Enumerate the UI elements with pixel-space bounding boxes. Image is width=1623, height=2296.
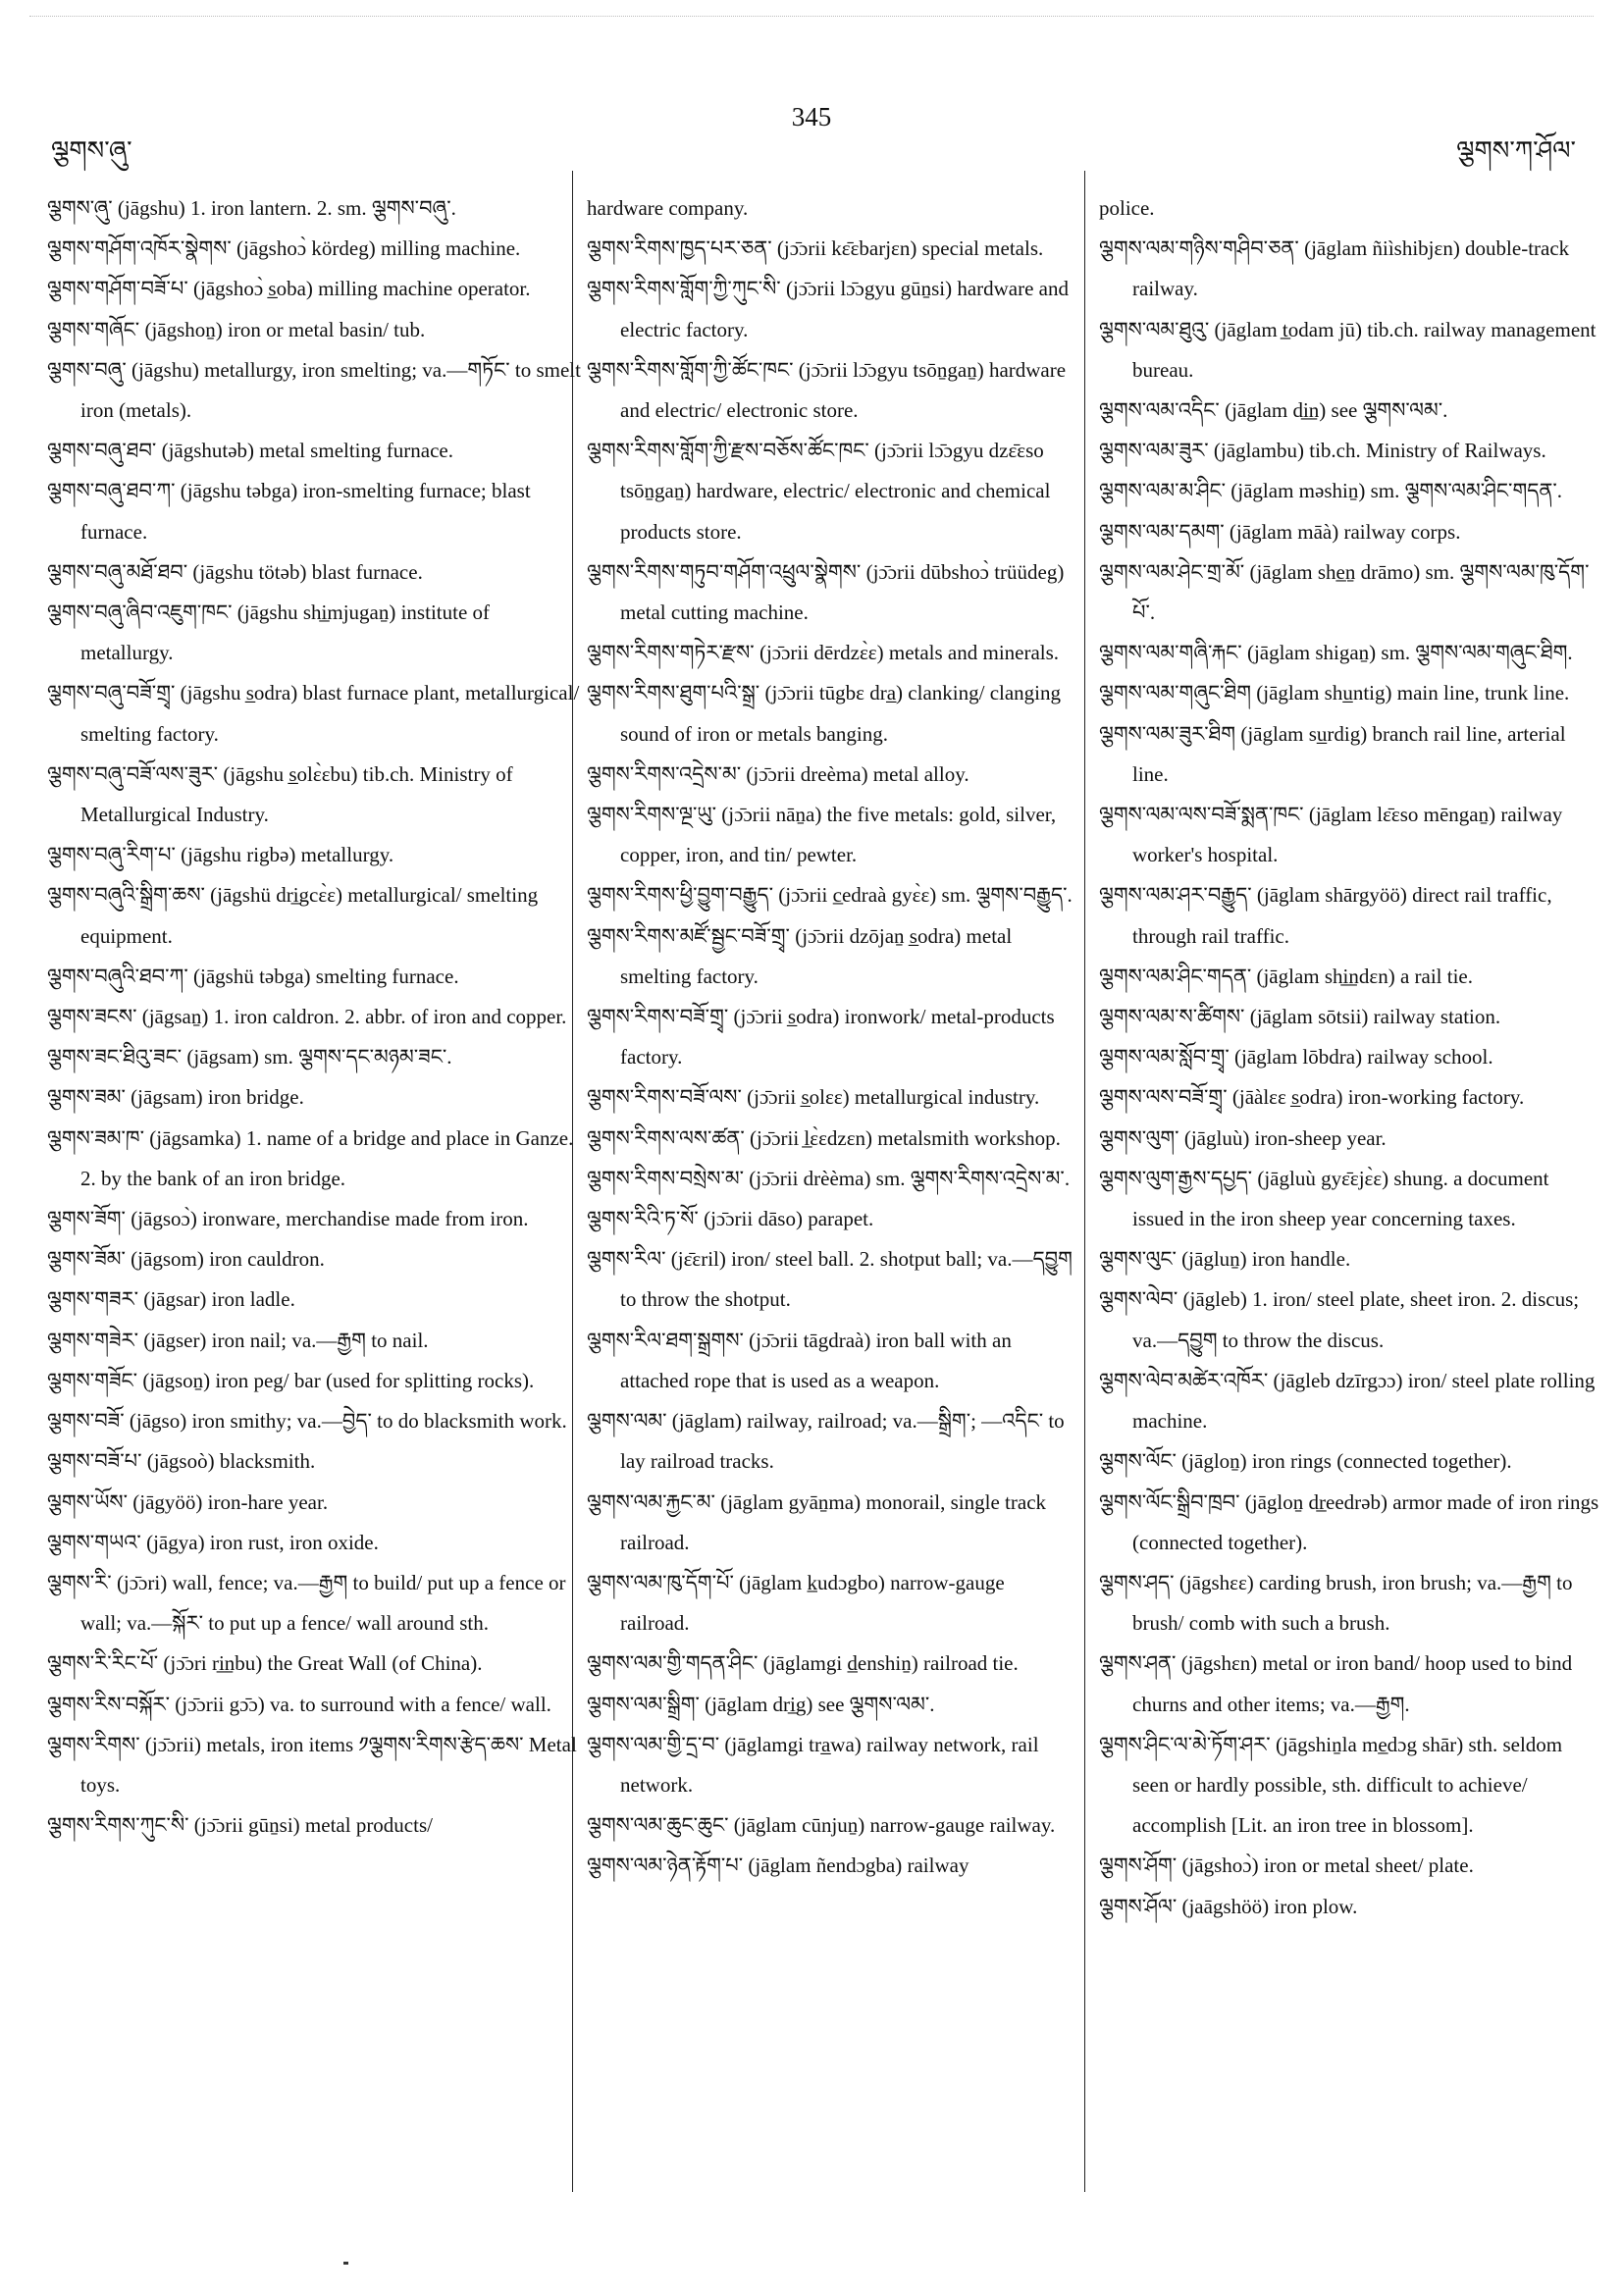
dictionary-entry: ལྕགས་རིགས་ཕྱི་བྱུག་བརྒྱུད་ (jɔ̄ɔrii c̲edraà gyɛ̀ɛ) sm. ལྕགས་བརྒྱུད་.	[587, 883, 1073, 908]
dictionary-entry: ལྕགས་རིགས་ལས་ཚན་ (jɔ̄ɔrii l̲ɛ̀ɛdzɛn) metalsmith workshop.	[587, 1125, 1061, 1150]
dictionary-entry: ལྕགས་ལམ་ལས་བཟོ་སྨན་ཁང་ (jāglam lɛ̄ɛso mēngaṉ) railway worker's hospital.	[1099, 803, 1563, 867]
dictionary-entry: ལྕགས་རིས་བསྐོར་ (jɔ̄ɔrii gɔ̄ɔ) va. to surround with a fence/ wall.	[47, 1692, 551, 1716]
dictionary-entry: ལྕགས་བཞུ་ཐབ་ (jāgshutəb) metal smelting furnace.	[47, 439, 453, 463]
dictionary-entry: ལྕགས་རིགས་གཏེར་རྫས་ (jɔ̄ɔrii dērdzɛ̀ɛ) metals and minerals.	[587, 641, 1060, 665]
dictionary-column-1	[47, 188, 585, 1846]
dictionary-entry: ལྕགས་ཤད་ (jāgshɛɛ) carding brush, iron brush; va.—རྒྱག to brush/ comb with such a brush.	[1099, 1570, 1573, 1636]
dictionary-entry: ལྕགས་རིགས་ལྔ་ཡུ་ (jɔ̄ɔrii nāṉa) the five metals: gold, silver, copper, iron, and tin/ pewter.	[587, 803, 1057, 867]
column-divider-2	[1084, 171, 1085, 2192]
dictionary-entry: ལྕགས་གཟེར་ (jāgser) iron nail; va.—རྒྱག to nail.	[47, 1328, 429, 1352]
dictionary-entry: ལྕགས་བཞུ་བཟོ་ལས་ཟུར་ (jāgshu s̲olɛ̀ɛbu) tib.ch. Ministry of Metallurgical Industry.	[47, 761, 513, 827]
dictionary-entry: ལྕགས་བཞུ་ཞིབ་འཇུག་ཁང་ (jāgshu shi̲mjugaṉ) institute of metallurgy.	[47, 600, 491, 665]
dictionary-entry: ལྕགས་རིགས་ (jɔ̄ɔrii) metals, iron items ༡ལྕགས་རིགས་རྩེད་ཆས་ Metal toys.	[47, 1732, 577, 1797]
dictionary-entry: ལྕགས་ལམ་སློབ་གྲྭ་ (jāglam lōbdra) railway school.	[1099, 1045, 1493, 1070]
dictionary-entry: ལྕགས་རི་ (jɔ̄ɔri) wall, fence; va.—རྒྱག to build/ put up a fence or wall; va.—སྐོར་ to put up a fence/ wall around sth.	[47, 1570, 566, 1636]
dictionary-entry: ལྕགས་བཟོ་པ་ (jāgsoò) blacksmith.	[47, 1449, 316, 1474]
dictionary-entry: ལྕགས་ལོང་ (jāgloṉ) iron rings (connected together).	[1099, 1449, 1512, 1474]
dictionary-entry: ལྕགས་ལམ་ཁུ་དོག་པོ་ (jāglam k̲udɔgbo) narrow-gauge railroad.	[587, 1570, 1005, 1636]
dictionary-entry: ལྕགས་ལུང་ (jāgluṉ) iron handle.	[1099, 1247, 1351, 1272]
dictionary-entry: ལྕགས་རིགས་བཟོ་ལས་ (jɔ̄ɔrii s̲olɛɛ) metallurgical industry.	[587, 1085, 1040, 1110]
dictionary-entry: ལྕགས་ལམ་ཐུའུ་ (jāglam t̲odam jū) tib.ch. railway management bureau.	[1099, 317, 1597, 382]
dictionary-entry: ལྕགས་ལས་བཟོ་གྲྭ་ (jāàlɛɛ s̲odra) iron-working factory.	[1099, 1085, 1525, 1110]
dictionary-entry: ལྕགས་ལམ་ཆུང་ཆུང་ (jāglam cūnjuṉ) narrow-gauge railway.	[587, 1813, 1056, 1838]
dictionary-entry: ལྕགས་ཟམ་ (jāgsam) iron bridge.	[47, 1085, 304, 1110]
dictionary-entry: ལྕགས་ལམ་ཤིང་གདན་ (jāglam shi̲ṉdɛn) a rail tie.	[1099, 964, 1473, 988]
dictionary-entry: ལྕགས་ལམ་ས་ཚིགས་ (jāglam sōtsii) railway station.	[1099, 1005, 1501, 1029]
dictionary-entry: ལྕགས་རིགས་ཐུག་པའི་སྒྲ་ (jɔ̄ɔrii tūgbɛ dra̲) clanking/ clanging sound of iron or metals banging.	[587, 681, 1062, 746]
dictionary-entry: ལྕགས་གཟར་ (jāgsar) iron ladle.	[47, 1287, 295, 1312]
dictionary-entry: ལྕགས་ཤོལ་ (jaāgshöö) iron plow.	[1099, 1894, 1358, 1918]
dictionary-entry: ལྕགས་བཟོ་ (jāgso) iron smithy; va.—བྱེད་ to do blacksmith work.	[47, 1409, 567, 1434]
right-guide-word: ལྕགས་ཀ་ཤོལ་	[1456, 136, 1576, 165]
dictionary-entry: ལྕགས་རིགས་ཁྱད་པར་ཅན་ (jɔ̄ɔrii kɛ̄ɛbarjɛn) special metals.	[587, 236, 1044, 261]
dictionary-entry: ལྕགས་ཤན་ (jāgshɛn) metal or iron band/ hoop used to bind churns and other items; va.—རྒྱག.	[1099, 1651, 1573, 1716]
dictionary-entry: ལྕགས་ཟང་ཐིའུ་ཟང་ (jāgsam) sm. ལྕགས་དང་མཉམ་ཟང་.	[47, 1045, 452, 1070]
dictionary-entry: ལྕགས་ཤོག་ (jāgshoɔ̀) iron or metal sheet/ plate.	[1099, 1853, 1474, 1878]
dictionary-entry: ལྕགས་བཞུ་མཐོ་ཐབ་ (jāgshu tötəb) blast furnace.	[47, 559, 423, 584]
left-guide-word: ལྕགས་ཞུ་	[51, 136, 132, 165]
top-edge-rule	[29, 16, 1594, 17]
dictionary-entry: ལྕགས་བཞུ་བཟོ་གྲྭ་ (jāgshu s̲odra) blast furnace plant, metallurgical/ smelting factory.	[47, 681, 580, 746]
dictionary-entry: ལྕགས་གཤོག་འཁོར་སྣེགས་ (jāgshoɔ̀ kördeg) milling machine.	[47, 236, 521, 261]
dictionary-entry: ལྕགས་ལམ་གྱི་དྲ་བ་ (jāglamgi tra̲wa) railway network, rail network.	[587, 1732, 1039, 1797]
dictionary-entry: ལྕགས་ཟོག་ (jāgsoɔ̀) ironware, merchandise made from iron.	[47, 1207, 529, 1231]
dictionary-entry: ལྕགས་རིགས་གློག་ཀྱི་ཀུང་སི་ (jɔ̄ɔrii lɔ̄ɔgyu gūṉsi) hardware and electric factory.	[587, 277, 1070, 341]
dictionary-entry: ལྕགས་ལམ་སྒྲིག་ (jāglam dri̲g) see ལྕགས་ལམ་.	[587, 1692, 935, 1716]
dictionary-entry: ལྕགས་ལམ་འདིང་ (jāglam di̲ṉ) see ལྕགས་ལམ་.	[1099, 398, 1448, 423]
dictionary-entry: ལྕགས་རིགས་འདྲེས་མ་ (jɔ̄ɔrii dreèma) metal alloy.	[587, 761, 969, 786]
dictionary-entry: ལྕགས་ལམ་རྐྱང་མ་ (jāglam gyāṉma) monorail, single track railroad.	[587, 1489, 1047, 1554]
dictionary-entry: ལྕགས་ལམ་ཉེན་རྟོག་པ་ (jāglam ñendɔgba) railway	[587, 1853, 969, 1878]
dictionary-entry: ལྕགས་གཡའ་ (jāgya) iron rust, iron oxide.	[47, 1530, 379, 1554]
dictionary-entry: ལྕགས་གཤོག་བཟོ་པ་ (jāgshoɔ̀ s̲oba) milling machine operator.	[47, 277, 531, 301]
dictionary-entry: ལྕགས་ལམ་གཉིས་གཤིབ་ཅན་ (jāglam ñiìshibjɛn) double-track railway.	[1099, 236, 1570, 301]
dictionary-entry: ལྕགས་བཞུའི་ཐབ་ཀ་ (jāgshü təbga) smelting furnace.	[47, 964, 459, 988]
dictionary-entry: ལྕགས་བཞུའི་སྒྲིག་ཆས་ (jāgshü dri̲gcɛ̀ɛ) metallurgical/ smelting equipment.	[47, 883, 539, 948]
dictionary-column-3	[1099, 188, 1599, 1927]
dictionary-entry: ལྕགས་རི་རིང་པོ་ (jɔ̄ɔri ri̲ṉbu) the Great Wall (of China).	[47, 1651, 483, 1676]
dictionary-entry: ལྕགས་གཞོང་ (jāgshoṉ) iron or metal basin/ tub.	[47, 317, 426, 341]
dictionary-entry: ལྕགས་ལམ་གཞི་རྐང་ (jāglam shigaṉ) sm. ལྕགས་ལམ་གཞུང་ཐིག.	[1099, 641, 1573, 665]
dictionary-entry: ལྕགས་ཡོས་ (jāgyöö) iron-hare year.	[47, 1489, 329, 1514]
dictionary-entry: ལྕགས་ལེབ་ (jāgleb) 1. iron/ steel plate, sheet iron. 2. discus; va.—དབྱུག to throw the discus.	[1099, 1287, 1580, 1352]
dictionary-entry: ལྕགས་ལེབ་མཚེར་འཁོར་ (jāgleb dzīrgɔɔ) iron/ steel plate rolling machine.	[1099, 1368, 1596, 1434]
stray-ink-mark	[343, 2262, 348, 2265]
dictionary-entry: ལྕགས་ལམ་གྱི་གདན་ཤིང་ (jāglamgi d̲enshiṉ) railroad tie.	[587, 1651, 1019, 1676]
dictionary-entry: ལྕགས་ཟོམ་ (jāgsom) iron cauldron.	[47, 1247, 325, 1272]
page-number: 345	[791, 102, 832, 131]
dictionary-column-2	[587, 188, 1077, 1887]
dictionary-entry: ལྕགས་ཟངས་ (jāgsaṉ) 1. iron caldron. 2. abbr. of iron and copper.	[47, 1005, 567, 1029]
dictionary-entry: ལྕགས་ལམ་དམག་ (jāglam māà) railway corps.	[1099, 519, 1461, 544]
dictionary-entry: ལྕགས་ལམ་ཤར་བརྒྱུད་ (jāglam shārgyöö) direct rail traffic, through rail traffic.	[1099, 883, 1552, 948]
dictionary-entry: ལྕགས་ཟམ་ཁ་ (jāgsamka) 1. name of a bridge and place in Ganze. 2. by the bank of an iron bridge.	[47, 1125, 574, 1190]
dictionary-entry: ལྕགས་ཤིང་ལ་མེ་ཏོག་ཤར་ (jāgshiṉla me̲dɔg shār) sth. seldom seen or hardly possible, sth. difficult to achieve/ accomplish [Lit. an iron tree in blossom].	[1099, 1732, 1563, 1838]
dictionary-entry: ལྕགས་རིགས་གཏུབ་གཤོག་འཕྲུལ་སྣེགས་ (jɔ̄ɔrii dūbshoɔ̀ trüüdeg) metal cutting machine.	[587, 559, 1065, 625]
dictionary-entry: ལྕགས་ལུག་རྒྱས་དཔྱད་ (jāgluù gyɛ̄ɛjɛ̀ɛ) shung. a document issued in the iron sheep year concerning taxes.	[1099, 1166, 1549, 1231]
dictionary-entry: ལྕགས་ཞུ་ (jāgshu) 1. iron lantern. 2. sm. ལྕགས་བཞུ་.	[47, 196, 456, 220]
dictionary-entry: ལྕགས་རིགས་བཟོ་གྲྭ་ (jɔ̄ɔrii s̲odra) ironwork/ metal-products factory.	[587, 1005, 1055, 1070]
dictionary-entry: ལྕགས་བཞུ་ (jāgshu) metallurgy, iron smelting; va.—གཏོང་ to smelt iron (metals).	[47, 357, 581, 423]
dictionary-entry: ལྕགས་གཟོང་ (jāgsoṉ) iron peg/ bar (used for splitting rocks).	[47, 1368, 535, 1392]
dictionary-entry: ལྕགས་རིལ་ (jɛ̄ɛril) iron/ steel ball. 2. shotput ball; va.—དབྱུག to throw the shotput.	[587, 1247, 1073, 1312]
dictionary-entry: ལྕགས་ལམ་ཟུར་ (jāglambu) tib.ch. Ministry of Railways.	[1099, 439, 1546, 463]
dictionary-entry: ལྕགས་རིགས་བསྲེས་མ་ (jɔ̄ɔrii drèèma) sm. ལྕགས་རིགས་འདྲེས་མ་.	[587, 1166, 1071, 1190]
dictionary-entry: ལྕགས་རིགས་གློག་ཀྱི་རྫས་བཅོས་ཚོང་ཁང་ (jɔ̄ɔrii lɔ̄ɔgyu dzɛ̄ɛso tsōṉgaṉ) hardware, electric/ electronic and chemical products store.	[587, 439, 1051, 544]
dictionary-entry: ལྕགས་བཞུ་རིག་པ་ (jāgshu rigbə) metallurgy.	[47, 843, 394, 867]
dictionary-entry: ལྕགས་རིལ་ཐག་སྒྲགས་ (jɔ̄ɔrii tāgdraà) iron ball with an attached rope that is used as a weapon.	[587, 1328, 1012, 1392]
dictionary-entry: ལྕགས་ལམ་མ་ཤིང་ (jāglam məshiṉ) sm. ལྕགས་ལམ་ཤིང་གདན་.	[1099, 479, 1563, 503]
dictionary-entry: ལྕགས་ལམ་ཟུར་ཐིག (jāglam su̲rdig) branch rail line, arterial line.	[1099, 721, 1566, 786]
dictionary-entry: ལྕགས་ལུག་ (jāgluù) iron-sheep year.	[1099, 1125, 1387, 1150]
dictionary-entry: police.	[1099, 196, 1155, 220]
dictionary-entry: ལྕགས་བཞུ་ཐབ་ཀ་ (jāgshu təbga) iron-smelting furnace; blast furnace.	[47, 479, 531, 544]
dictionary-entry: ལྕགས་རིགས་མཛོ་སྦྱང་བཟོ་གྲྭ་ (jɔ̄ɔrii dzōjaṉ s̲odra) metal smelting factory.	[587, 923, 1013, 988]
dictionary-entry: ལྕགས་ལམ་ (jāglam) railway, railroad; va.—སྒྲིག་; —འདིང་ to lay railroad tracks.	[587, 1409, 1065, 1474]
dictionary-entry: ལྕགས་རིའི་ཏ་སོ་ (jɔ̄ɔrii dāso) parapet.	[587, 1207, 874, 1231]
dictionary-entry: ལྕགས་རིགས་གློག་ཀྱི་ཚོང་ཁང་ (jɔ̄ɔrii lɔ̄ɔgyu tsōṉgaṉ) hardware and electric/ electronic store.	[587, 357, 1067, 423]
dictionary-entry: ལྕགས་རིགས་ཀུང་སི་ (jɔ̄ɔrii gūṉsi) metal products/	[47, 1813, 433, 1838]
dictionary-entry: ལྕགས་ལམ་ཤེང་གྲ་མོ་ (jāglam she̲ṉ drāmo) sm. ལྕགས་ལམ་ཁུ་དོག་པོ་.	[1099, 559, 1590, 625]
dictionary-entry: ལྕགས་ལམ་གཞུང་ཐིག (jāglam shu̲ntig) main line, trunk line.	[1099, 681, 1570, 705]
dictionary-entry: ལྕགས་ལོང་སྒྲིབ་ཁྲབ་ (jāgloṉ dr̲eedrəb) armor made of iron rings (connected together).	[1099, 1489, 1599, 1554]
dictionary-entry: hardware company.	[587, 196, 749, 220]
